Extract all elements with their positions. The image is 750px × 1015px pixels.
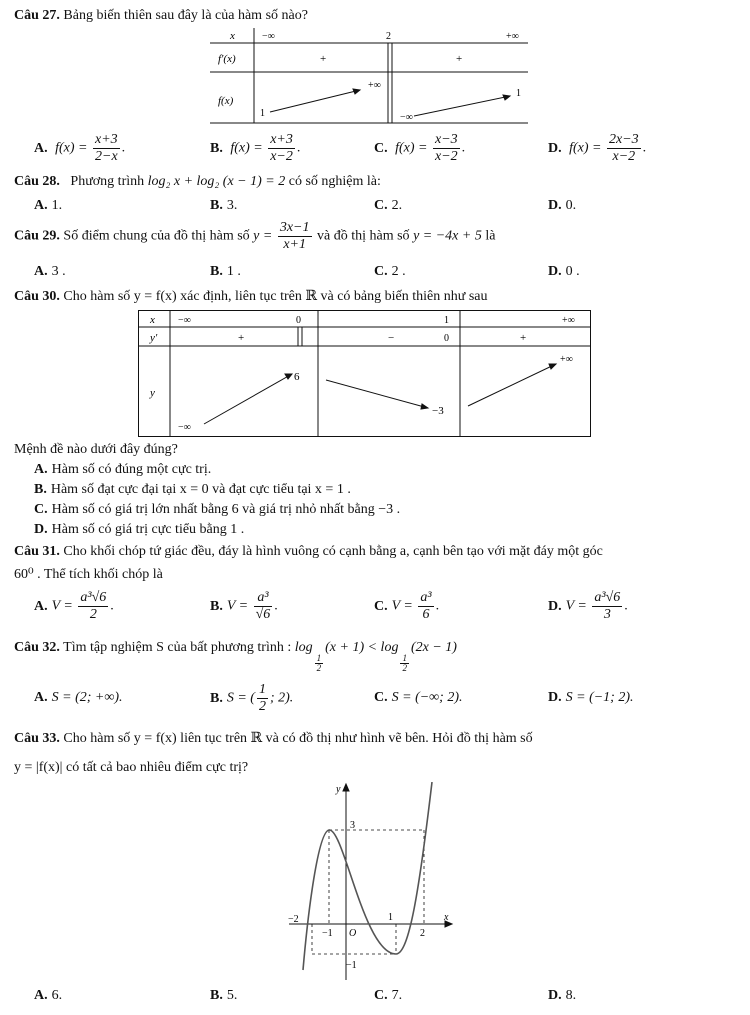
q31-text-2: 60⁰ . Thể tích khối chóp là — [14, 567, 163, 582]
q33-stem — [14, 730, 533, 747]
q33-option-a[interactable]: A. 6. — [34, 988, 63, 1003]
q30-y-end: +∞ — [560, 354, 573, 365]
q31-number: Câu 31. — [14, 544, 60, 559]
q31-option-a[interactable]: A. V = $\frac{\text{a³√6}}{2}$ . — [34, 590, 114, 622]
q27-stem — [14, 8, 308, 24]
q33-x-axis-label: x — [444, 912, 449, 923]
q32-option-a[interactable]: A. S = (2; +∞). — [34, 690, 123, 705]
q30-option-d[interactable]: D. Hàm số có giá trị cực tiểu bằng 1 . — [34, 522, 245, 537]
q28-option-c[interactable]: C. 2. — [374, 198, 403, 213]
q33-text: Cho hàm số y = f(x) liên tục trên ℝ và có đồ thị như hình vẽ bên. Hỏi đồ thị hàm số — [63, 731, 533, 746]
q32-option-c[interactable]: C. S = (−∞; 2). — [374, 690, 463, 705]
q28-option-b[interactable]: B. 3. — [210, 198, 238, 213]
q33-function-graph — [284, 782, 454, 982]
q29-option-a[interactable]: A. 3 . — [34, 264, 66, 279]
q27-fp-label: f'(x) — [218, 53, 236, 65]
q29-fraction: $\frac{3x-1}{x+1}$ — [279, 220, 310, 252]
q33-curve — [303, 782, 432, 970]
q27-x-label: x — [230, 30, 235, 42]
q32-inequality: log $\frac{1}{2}$ (x + 1) < log $\frac{1}{2}$ (2x − 1) — [294, 640, 457, 673]
q27-number: Câu 27. — [14, 8, 60, 23]
q27-option-b[interactable]: B. f(x) = $\frac{x+3}{x-2}$ . — [210, 132, 301, 164]
q33-text-2: y = |f(x)| có tất cả bao nhiêu điểm cực trị? — [14, 760, 249, 775]
q29-option-c[interactable]: C. 2 . — [374, 264, 406, 279]
q29-stem: Câu 29. Số điểm chung của đồ thị hàm số y = $\frac{3x-1}{x+1}$ và đồ thị hàm số y = −4x + 5 là — [14, 220, 496, 252]
q31-stem — [14, 544, 603, 560]
q33-option-b[interactable]: B. 5. — [210, 988, 238, 1003]
q27-variation-table — [210, 28, 530, 124]
q27-x-2: 2 — [386, 31, 391, 42]
q27-option-c[interactable]: C. f(x) = $\frac{x-3}{x-2}$ . — [374, 132, 466, 164]
q27-f-label: f(x) — [218, 95, 234, 107]
q27-text: Bảng biến thiên sau đây là của hàm số nào? — [63, 8, 308, 23]
q31-option-d[interactable]: D. V = $\frac{\text{a³√6}}{3}$ . — [548, 590, 628, 622]
q33-label-3: 3 — [350, 820, 355, 831]
q28-option-d[interactable]: D. 0. — [548, 198, 577, 213]
q27-f-end: 1 — [516, 88, 521, 99]
q29-text-c: là — [485, 228, 496, 244]
q27-option-a[interactable]: A. f(x) = $\frac{x+3}{2-x}$ . — [34, 132, 126, 164]
q30-option-a[interactable]: A. Hàm số có đúng một cực trị. — [34, 462, 212, 477]
q30-variation-table — [138, 310, 594, 440]
q29-options — [34, 264, 734, 284]
q29-text-b: và đồ thị hàm số — [317, 228, 410, 244]
q28-number: Câu 28. — [14, 174, 60, 189]
q27-sign-1: + — [320, 53, 327, 65]
q33-label-neg1-y: −1 — [346, 960, 357, 971]
q30-yp-label: y′ — [150, 332, 158, 344]
q32-text: Tìm tập nghiệm S của bất phương trình : — [63, 640, 292, 655]
q31-text: Cho khối chóp tứ giác đều, đáy là hình vuông có cạnh bằng a, cạnh bên tạo với mặt đáy một góc — [63, 544, 603, 559]
q30-stem — [14, 288, 487, 305]
q28-text-b: có số nghiệm là: — [288, 174, 381, 189]
q27-options — [34, 132, 734, 172]
q32-option-d[interactable]: D. S = (−1; 2). — [548, 690, 634, 705]
q33-option-c[interactable]: C. 7. — [374, 988, 403, 1003]
q27-f-left-end: +∞ — [368, 80, 381, 91]
q32-options — [34, 682, 734, 722]
q30-number: Câu 30. — [14, 289, 60, 304]
q27-sign-2: + — [456, 53, 463, 65]
q30-y-min: −3 — [432, 405, 444, 417]
q33-label-1: 1 — [388, 912, 393, 923]
q30-x-label: x — [150, 314, 155, 326]
q27-x-pos-inf: +∞ — [506, 31, 519, 42]
q30-y-start: −∞ — [178, 422, 191, 433]
q30-y-max: 6 — [294, 371, 300, 383]
q27-option-d[interactable]: D. f(x) = $\frac{2x-3}{x-2}$ . — [548, 132, 647, 164]
q28-equation: log₂ x + log₂ (x − 1) = 2 — [147, 174, 286, 189]
q33-label-neg1-x: −1 — [322, 928, 333, 939]
q28-option-a[interactable]: A. 1. — [34, 198, 63, 213]
q29-text-a: Số điểm chung của đồ thị hàm số — [63, 228, 250, 244]
q30-x-0: 0 — [296, 315, 301, 326]
q30-x-1: 1 — [444, 315, 449, 326]
q30-sign-minus: − — [388, 332, 395, 344]
q29-option-d[interactable]: D. 0 . — [548, 264, 580, 279]
q33-number: Câu 33. — [14, 731, 60, 746]
q28-text-a: Phương trình — [70, 174, 145, 189]
q30-sign-plus-1: + — [238, 332, 245, 344]
q32-number: Câu 32. — [14, 640, 60, 655]
q33-y-axis-label: y — [336, 784, 341, 795]
q31-option-b[interactable]: B. V = $\frac{\text{a³}}{√6}$ . — [210, 590, 278, 622]
q33-options — [34, 988, 734, 1008]
q29-option-b[interactable]: B. 1 . — [210, 264, 241, 279]
q30-text: Cho hàm số y = f(x) xác định, liên tục trên ℝ và có bảng biến thiên như sau — [63, 289, 488, 304]
q30-sign-zero: 0 — [444, 333, 449, 344]
q30-y-label: y — [150, 387, 155, 399]
q30-sign-plus-2: + — [520, 332, 527, 344]
q33-label-neg2: −2 — [288, 914, 299, 925]
q31-options — [34, 590, 734, 630]
q33-label-2: 2 — [420, 928, 425, 939]
q30-x-pos-inf: +∞ — [562, 315, 575, 326]
q33-option-d[interactable]: D. 8. — [548, 988, 577, 1003]
q27-f-start: 1 — [260, 108, 265, 119]
q30-option-b[interactable]: B. Hàm số đạt cực đại tại x = 0 và đạt cực tiểu tại x = 1 . — [34, 482, 351, 497]
q30-prompt: Mệnh đề nào dưới đây đúng? — [14, 442, 178, 457]
q28-options — [34, 198, 734, 218]
q29-equation-2: y = −4x + 5 — [413, 228, 482, 244]
q27-f-right-start: −∞ — [400, 112, 413, 123]
q33-origin-label: O — [349, 928, 357, 939]
q27-x-neg-inf: −∞ — [262, 31, 275, 42]
q32-stem — [14, 640, 457, 673]
q30-x-neg-inf: −∞ — [178, 315, 191, 326]
q29-number: Câu 29. — [14, 228, 60, 244]
q31-option-c[interactable]: C. V = $\frac{\text{a³}}{6}$ . — [374, 590, 440, 622]
q32-option-b[interactable]: B. S = ( $\frac{1}{2}$ ; 2). — [210, 682, 294, 714]
q30-option-c[interactable]: C. Hàm số có giá trị lớn nhất bằng 6 và giá trị nhỏ nhất bằng −3 . — [34, 502, 401, 517]
q28-stem — [14, 174, 381, 190]
